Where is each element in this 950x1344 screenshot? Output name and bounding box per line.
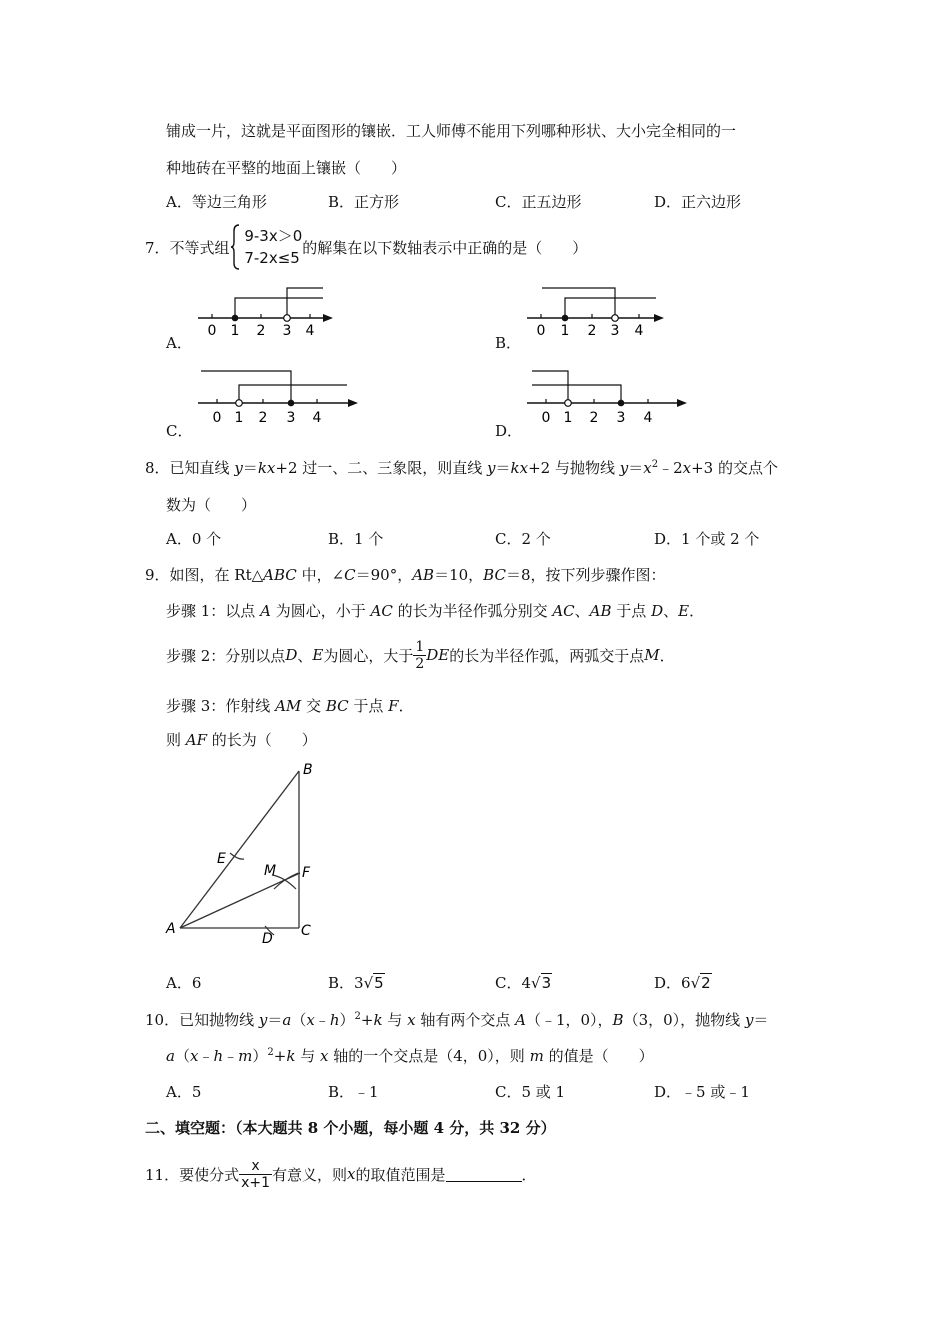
tick-label: 1 xyxy=(560,323,570,339)
tick-label: 2 xyxy=(258,410,268,426)
tick-label: 0 xyxy=(212,410,222,426)
inequality-1: 9-3x＞0 xyxy=(244,227,303,245)
tick-label: 4 xyxy=(634,323,644,339)
left-brace-icon xyxy=(230,223,240,271)
q9-option-d: D．6√2 xyxy=(654,974,711,992)
tick-label: 4 xyxy=(305,323,315,339)
q6-option-d: D．正六边形 xyxy=(654,193,742,211)
number-line-d xyxy=(524,366,694,428)
q9-option-a: A．6 xyxy=(166,974,202,992)
label-c: C xyxy=(301,923,311,939)
label-b: B xyxy=(303,762,313,778)
q7-label-b: B． xyxy=(495,334,522,352)
tick-label: 0 xyxy=(536,323,546,339)
tick-label: 2 xyxy=(587,323,597,339)
tick-label: 0 xyxy=(207,323,217,339)
q9-option-b: B．3√5 xyxy=(328,974,384,992)
tick-label: 3 xyxy=(286,410,296,426)
q6-line1: 铺成一片，这就是平面图形的镶嵌．工人师傅不能用下列哪种形状、大小完全相同的一 xyxy=(166,122,737,140)
tick-label: 3 xyxy=(610,323,620,339)
q10-line2: a（x﹣h﹣m）$^2$+k 与 x 轴的一个交点是（4，0），则 m 的值是（ ） xyxy=(166,1047,654,1065)
q8-option-a: A．0 个 xyxy=(166,530,222,548)
q6-option-a: A．等边三角形 xyxy=(166,193,267,211)
q10-option-b: B．﹣1 xyxy=(328,1083,379,1101)
q8-line2: 数为（ ） xyxy=(166,496,257,514)
q8-option-c: C．2 个 xyxy=(495,530,551,548)
q8-option-d: D．1 个或 2 个 xyxy=(654,530,760,548)
label-m: M xyxy=(264,863,277,879)
inequality-2: 7-2x≤5 xyxy=(244,249,300,267)
section-heading: 二、填空题：（本大题共 8 个小题，每小题 4 分，共 32 分） xyxy=(145,1119,556,1137)
q7-label-d: D． xyxy=(495,422,523,440)
q9-option-c: C．4√3 xyxy=(495,974,552,992)
tick-label: 3 xyxy=(616,410,626,426)
fraction-x-over-x-plus-1: $\frac{x}{x+1}$ xyxy=(241,1157,271,1191)
q10-option-a: A．5 xyxy=(166,1083,202,1101)
q7-suffix: 的解集在以下数轴表示中正确的是（ ） xyxy=(302,238,588,257)
label-a: A xyxy=(166,921,176,937)
q7-label-a: A． xyxy=(166,334,192,352)
inequality-system xyxy=(230,223,303,271)
label-e: E xyxy=(217,851,226,867)
answer-blank[interactable] xyxy=(446,1167,522,1182)
q10-line1: 10．已知抛物线 y＝a（x﹣h）$^2$+k 与 x 轴有两个交点 A（﹣1，0），B（3，0），抛物线 y＝ xyxy=(145,1011,769,1029)
q9-step3: 步骤 3：作射线 AM 交 BC 于点 F． xyxy=(166,697,414,715)
label-f: F xyxy=(302,865,311,881)
q11: 11．要使分式 $\frac{x}{x+1}$ 有意义，则 x 的取值范围是 ． xyxy=(145,1157,537,1191)
tick-label: 2 xyxy=(256,323,266,339)
number-line-a xyxy=(195,282,340,340)
fraction-half: $\frac{1}{2}$ xyxy=(415,638,425,672)
triangle-figure xyxy=(160,755,330,950)
arrow-icon xyxy=(677,399,687,407)
tick-label: 2 xyxy=(589,410,599,426)
tick-label: 3 xyxy=(282,323,292,339)
number-line-c xyxy=(195,366,365,428)
tick-label: 1 xyxy=(234,410,244,426)
q9-step1: 步骤 1：以点 A 为圆心，小于 AC 的长为半径作弧分别交 AC、AB 于点 D、E． xyxy=(166,602,705,620)
q10-option-d: D．﹣5 或﹣1 xyxy=(654,1083,750,1101)
q7-prefix: 7．不等式组 xyxy=(145,238,230,257)
arrow-icon xyxy=(654,314,664,322)
label-d: D xyxy=(262,931,273,947)
tick-label: 0 xyxy=(541,410,551,426)
q6-option-b: B．正方形 xyxy=(328,193,400,211)
q9-line1: 9．如图，在 Rt△ABC 中，∠C＝90°，AB＝10，BC＝8，按下列步骤作图： xyxy=(145,566,666,584)
arrow-icon xyxy=(323,314,333,322)
tick-label: 1 xyxy=(563,410,573,426)
q6-option-c: C．正五边形 xyxy=(495,193,582,211)
q7-label-c: C． xyxy=(166,422,193,440)
tick-label: 4 xyxy=(312,410,322,426)
q6-line2: 种地砖在平整的地面上镶嵌（ ） xyxy=(166,159,407,177)
q10-option-c: C．5 或 1 xyxy=(495,1083,566,1101)
q8-option-b: B．1 个 xyxy=(328,530,384,548)
arrow-icon xyxy=(348,399,358,407)
q9-step2: 步骤 2：分别以点 D 、 E 为圆心，大于 $\frac{1}{2}$ DE 的长为半径作弧，两弧交于点 M ． xyxy=(166,638,675,672)
q9-question: 则 AF 的长为（ ） xyxy=(166,731,317,749)
number-line-b xyxy=(524,282,674,340)
q8-line1: 8．已知直线 y＝kx+2 过一、二、三象限，则直线 y＝kx+2 与抛物线 $y=x^2﹣2x+3$ 的交点个 xyxy=(145,459,778,477)
tick-label: 1 xyxy=(230,323,240,339)
q7-stem xyxy=(145,222,587,272)
tick-label: 4 xyxy=(643,410,653,426)
